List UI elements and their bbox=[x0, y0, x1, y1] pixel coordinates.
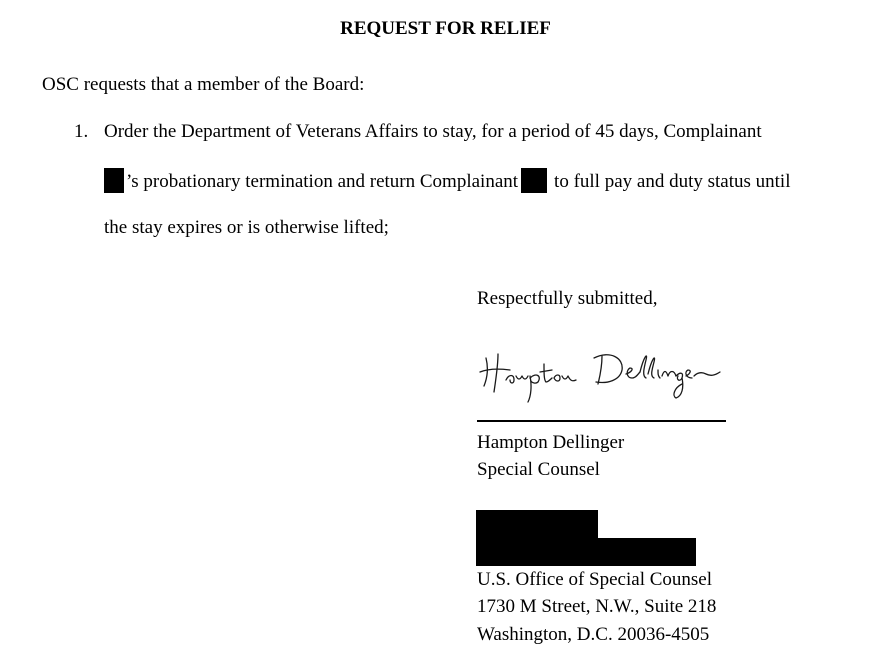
relief-item-line-2-part-1: ’s probationary termination and return Complainant bbox=[126, 171, 519, 192]
redaction-block bbox=[476, 538, 696, 566]
address-line-1: U.S. Office of Special Counsel bbox=[477, 569, 712, 590]
signatory-title: Special Counsel bbox=[477, 459, 600, 480]
address-line-2: 1730 M Street, N.W., Suite 218 bbox=[477, 596, 717, 617]
page-heading: REQUEST FOR RELIEF bbox=[340, 18, 551, 39]
signature-line bbox=[477, 420, 726, 422]
redaction-bar bbox=[104, 168, 124, 193]
relief-item-line-2-part-2: to full pay and duty status until bbox=[554, 171, 791, 192]
address-line-3: Washington, D.C. 20036-4505 bbox=[477, 624, 710, 645]
relief-item-line-2 bbox=[104, 168, 790, 194]
closing-text: Respectfully submitted, bbox=[477, 288, 658, 309]
relief-item-line-3: the stay expires or is otherwise lifted; bbox=[104, 217, 389, 238]
relief-item-number: 1. bbox=[74, 121, 89, 142]
intro-paragraph: OSC requests that a member of the Board: bbox=[42, 74, 365, 95]
redaction-bar bbox=[521, 168, 547, 193]
redaction-block bbox=[476, 510, 598, 539]
handwritten-signature bbox=[476, 336, 736, 406]
signatory-name: Hampton Dellinger bbox=[477, 432, 625, 453]
relief-item-line-1: Order the Department of Veterans Affairs to stay, for a period of 45 days, Complainant bbox=[104, 121, 762, 142]
